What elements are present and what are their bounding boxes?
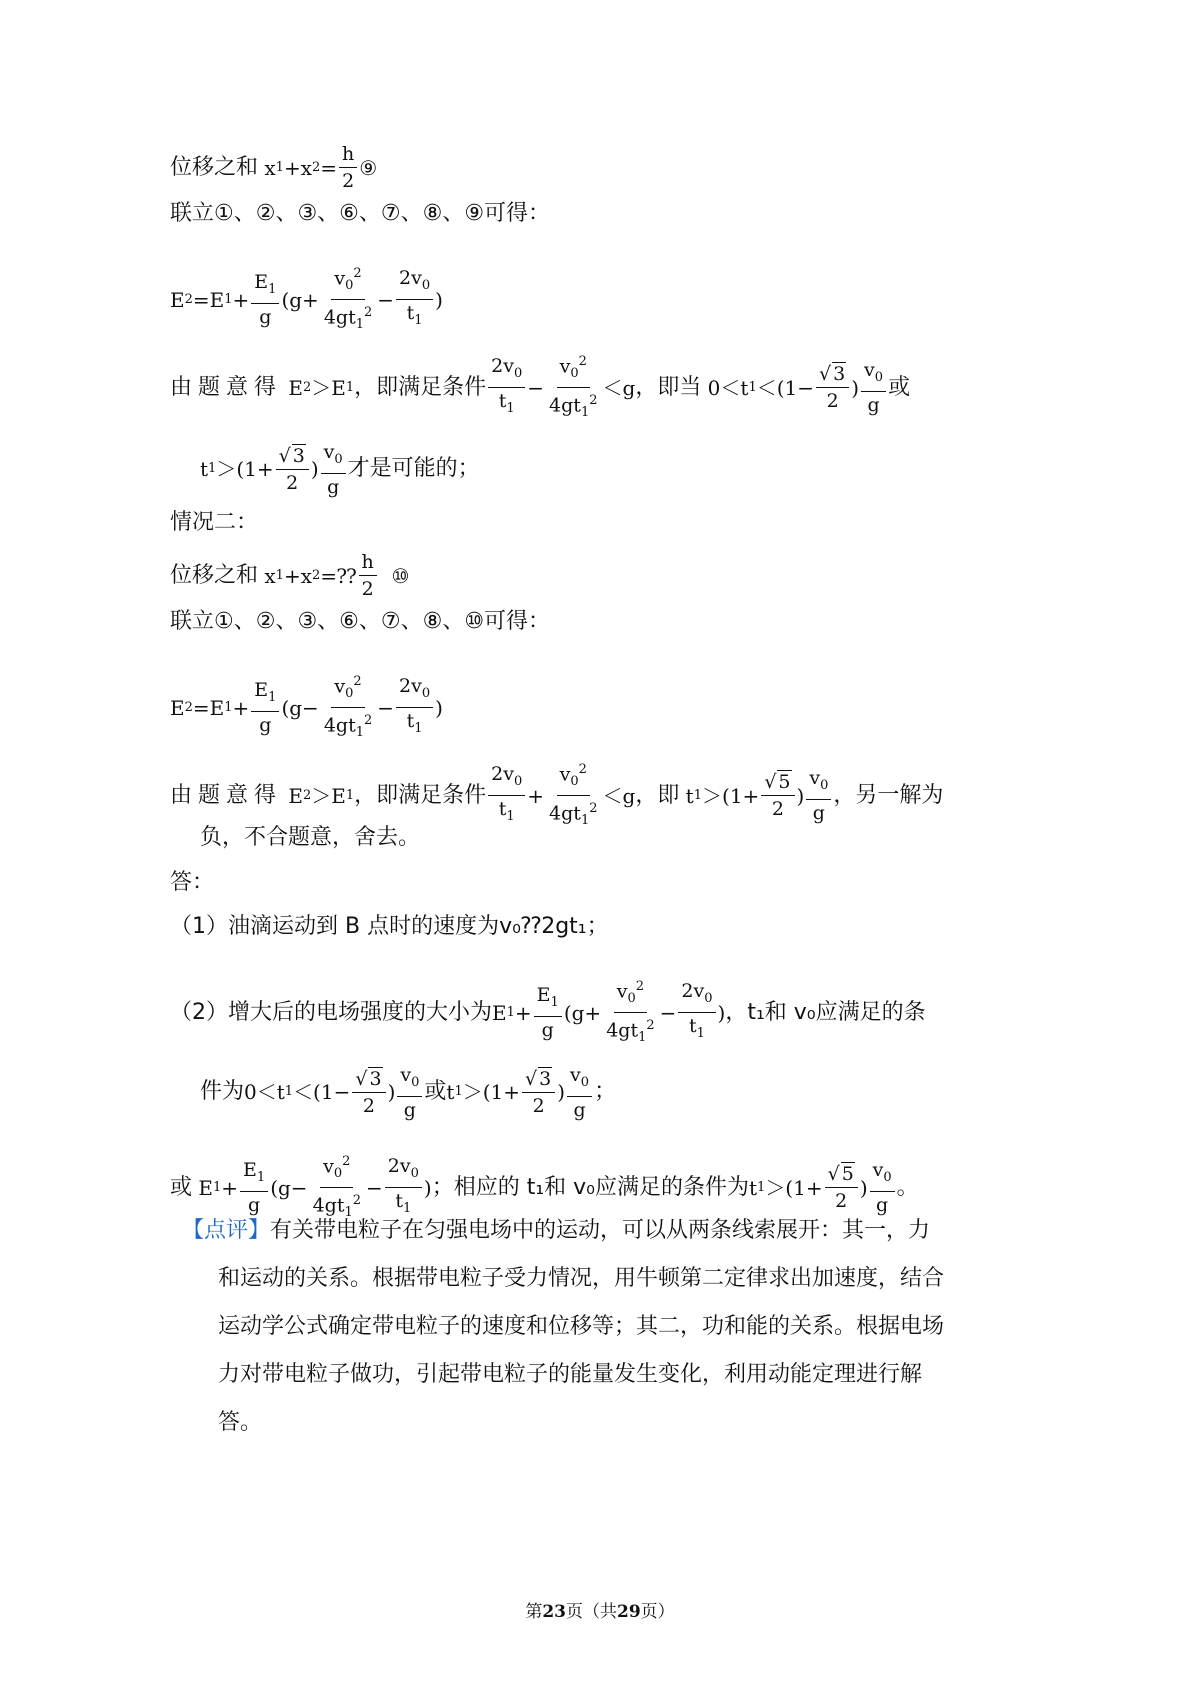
answer-2: （2）增大后的电场强度的大小为 E 1 + $\frac{E_1}{g}$ (g+ $\frac{v_0^2}{4gt_1^2}$ − $\frac{2v_0}{t_1}$ ) ，t₁和 v₀应满足的条	[170, 975, 926, 1050]
text: 才是可能的；	[347, 456, 480, 482]
line-combine-2	[170, 607, 550, 637]
answer-heading	[170, 868, 214, 898]
text: 或	[424, 1079, 447, 1105]
equation-e2-case2: E 2 =E 1 + $\frac{E_1}{g}$ (g− $\frac{v_0^2}{4gt_1^2}$ − $\frac{2v_0}{t_1}$ )	[170, 670, 443, 745]
text: 由题意得	[170, 782, 283, 808]
line-displacement-sum-1	[170, 142, 377, 193]
comment-paragraph	[182, 1207, 1038, 1447]
text: ，即满足条件	[354, 782, 487, 808]
text: 情况二：	[170, 510, 259, 535]
footer-prefix: 第	[525, 1602, 543, 1622]
line-condition-2: 由题意得 E 2 ＞E 1 ，即满足条件 $\frac{2v_0}{t_1}$ + $\frac{v_0^2}{4gt_1^2}$ ＜g ，即 t 1 ＞(1+ $\frac{√ 5}{2}$ ) $\frac{v_0}{g}$ ，另一解为	[170, 758, 943, 833]
answer-2-condition: 件为 0＜t 1 ＜(1− $\frac{√ 3}{2}$ ) $\frac{v_0}{g}$ 或 t 1 ＞(1+ $\frac{√ 3}{2}$ ) $\frac{v_0}{g}$ ；	[200, 1064, 617, 1121]
answer-1	[170, 912, 609, 942]
text: ，另一解为	[833, 782, 944, 808]
text: 答：	[170, 870, 215, 895]
line-displacement-sum-2: 位移之和 x 1 +x 2 =⁇ $\frac{h}{2}$ ⑩	[170, 551, 410, 600]
line-combine-1	[170, 199, 550, 229]
text: 或	[888, 374, 911, 400]
line-negative-root	[200, 823, 420, 853]
text: ；	[594, 1079, 617, 1105]
comment-line-1: 有关带电粒子在匀强电场中的运动，可以从两条线索展开：其一，力	[270, 1218, 931, 1243]
text: ，即当	[635, 374, 702, 400]
line-condition-1b: t 1 ＞(1+ $\frac{√ 3}{2}$ ) $\frac{v_0}{g}$ 才是可能的；	[200, 441, 480, 498]
equation-e2-case1: E 2 =E 1 + $\frac{E_1}{g}$ (g+ $\frac{v_0^2}{4gt_1^2}$ − $\frac{2v_0}{t_1}$ )	[170, 262, 443, 337]
text: 联立①、②、③、⑥、⑦、⑧、⑨可得：	[170, 201, 551, 226]
text: ，即满足条件	[354, 374, 487, 400]
text: 联立①、②、③、⑥、⑦、⑧、⑩可得：	[170, 609, 551, 634]
equation-x1-x2: x 1 +x 2 = $\frac{h}{2}$ ⑨	[258, 143, 378, 192]
page-footer	[0, 1597, 1200, 1622]
total-pages: 29	[617, 1602, 641, 1622]
text: 件为	[200, 1079, 245, 1105]
line-case-2	[170, 508, 258, 538]
comment-line-3: 运动学公式确定带电粒子的速度和位移等；其二，功和能的关系。根据电场	[218, 1314, 945, 1339]
text: 位移之和	[170, 154, 259, 180]
footer-mid: 页（共	[566, 1602, 617, 1622]
text: 负，不合题意，舍去。	[200, 825, 421, 850]
comment-line-4: 力对带电粒子做功，引起带电粒子的能量发生变化，利用动能定理进行解	[218, 1362, 923, 1387]
text: 。	[896, 1174, 919, 1200]
text: 由题意得	[170, 374, 283, 400]
text: （2）增大后的电场强度的大小为	[170, 999, 492, 1025]
text: ，即	[635, 782, 680, 808]
answer-1-velocity: v₀⁇2gt₁；	[499, 914, 609, 939]
comment-line-5: 答。	[218, 1410, 263, 1435]
line-condition-1: 由题意得 E 2 ＞E 1 ，即满足条件 $\frac{2v_0}{t_1}$ − $\frac{v_0^2}{4gt_1^2}$ ＜g ，即当 0＜t 1 ＜(1− $\frac{√ 3}{2}$ ) $\frac{v_0}{g}$ 或	[170, 350, 910, 425]
text: （1）油滴运动到 B 点时的速度为	[170, 914, 500, 939]
text: ，t₁和 v₀应满足的条	[725, 999, 926, 1025]
comment-line-2: 和运动的关系。根据带电粒子受力情况，用牛顿第二定律求出加速度，结合	[218, 1266, 945, 1291]
text: ；相应的 t₁和 v₀应满足的条件为	[431, 1174, 749, 1200]
comment-tag: 【点评】	[182, 1218, 271, 1243]
answer-3: 或 E 1 + $\frac{E_1}{g}$ (g− $\frac{v_0^2}{4gt_1^2}$ − $\frac{2v_0}{t_1}$ ) ；相应的 t₁和 v₀应满足的条件为 t 1 ＞(1+ $\frac{√ 5}{2}$ ) $\frac{v_0}{g}$ 。	[170, 1150, 919, 1225]
text: 或	[170, 1174, 193, 1200]
text: 位移之和	[170, 562, 259, 588]
footer-suffix: 页）	[640, 1602, 675, 1622]
page-number: 23	[542, 1602, 566, 1622]
